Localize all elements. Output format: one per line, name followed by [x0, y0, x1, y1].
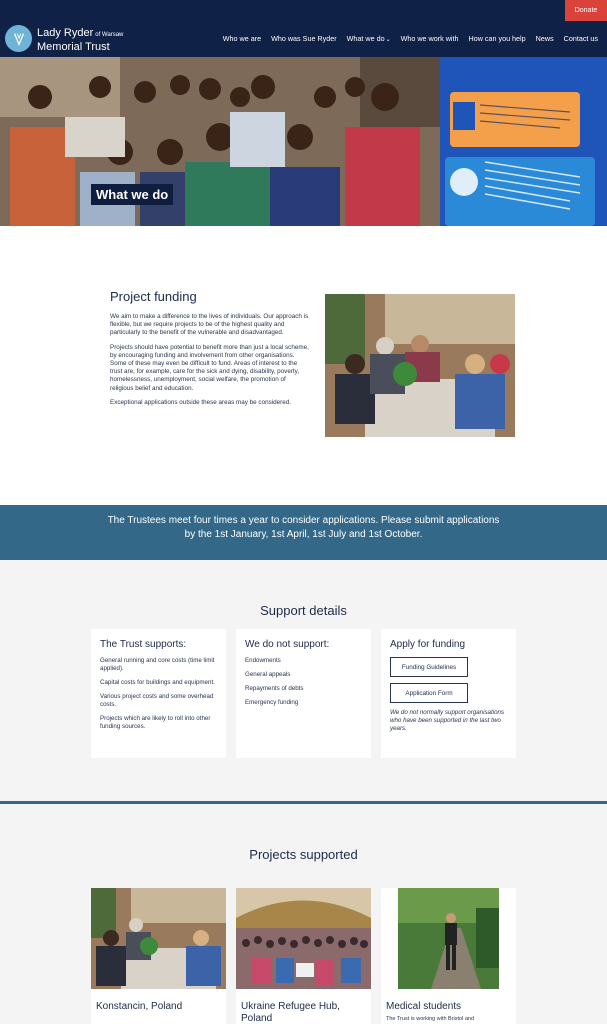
project-funding-text: [110, 313, 310, 413]
chevron-down-icon: ⌄: [385, 37, 391, 43]
list-item: General running and core costs (time limit applied).: [100, 657, 215, 672]
nav-who-was-sue-ryder[interactable]: Who was Sue Ryder: [271, 34, 337, 43]
project-funding-paragraph: Exceptional applications outside these areas may be considered.: [110, 398, 291, 406]
project-image: [236, 888, 371, 989]
project-title: Konstancin, Poland: [96, 1001, 183, 1012]
funding-guidelines-button[interactable]: Funding Guidelines: [390, 657, 468, 677]
donate-button[interactable]: Donate: [565, 0, 607, 21]
site-header: [0, 0, 607, 57]
list-item: General appeals: [245, 671, 291, 678]
nav-who-we-are[interactable]: Who we are: [222, 34, 262, 43]
project-title: Medical students: [386, 1001, 462, 1012]
nav-what-we-do[interactable]: [342, 34, 396, 43]
project-card[interactable]: [236, 888, 371, 1024]
apply-note: We do not normally support organisations who have been supported in the last two years.: [390, 709, 505, 733]
project-funding-photo: [325, 294, 515, 437]
project-text: The Trust is working with Bristol and: [386, 1016, 475, 1022]
applications-banner: [0, 505, 607, 560]
project-funding-title: Project funding: [110, 289, 197, 304]
project-funding-paragraph: We aim to make a difference to the lives of individuals. Our approach is flexible, but we require projects to be of the highest quality and particularly to the benefit of the vulnerable and disadvantaged.: [110, 313, 309, 337]
card-heading: The Trust supports:: [100, 639, 187, 650]
application-form-button[interactable]: Application Form: [390, 683, 468, 703]
list-item: Emergency funding: [245, 699, 299, 706]
logo-emblem-icon: [10, 30, 28, 48]
card-not-support: [236, 629, 371, 758]
brand-small: of Warsaw: [95, 32, 124, 38]
project-title: Ukraine Refugee Hub, Poland: [241, 1001, 340, 1024]
list-item: Endowments: [245, 657, 281, 664]
list-item: Projects which are likely to roll into other funding sources.: [100, 715, 211, 730]
card-apply-funding: [381, 629, 516, 758]
photo-illustration: [236, 888, 371, 989]
photo-illustration: [325, 294, 515, 437]
card-trust-supports: [91, 629, 226, 758]
nav-news[interactable]: News: [535, 34, 554, 43]
main-nav: [218, 34, 603, 43]
project-card[interactable]: [91, 888, 226, 1024]
card-heading: We do not support:: [245, 639, 330, 650]
photo-illustration: [381, 888, 516, 989]
projects-title: Projects supported: [249, 847, 358, 862]
nav-who-we-work-with[interactable]: Who we work with: [400, 34, 459, 43]
support-title: Support details: [260, 603, 347, 618]
banner-line1: The Trustees meet four times a year to consider applications. Please submit applications: [107, 515, 500, 526]
project-image: [381, 888, 516, 989]
hero-image: [0, 57, 607, 226]
project-image: [91, 888, 226, 989]
project-card[interactable]: [381, 888, 516, 1024]
project-funding-paragraph: Projects should have potential to benefit more than just a local scheme, by encouraging funding and involvement from other organisations. Some of these may even be difficult to fund. Areas of interest to the trust are, for example, care for the sick and dying, disability, poverty, homelessness, unemployment, social welfare, the promotion of religious belief and education.: [110, 343, 309, 392]
logo-icon[interactable]: [5, 25, 32, 52]
list-item: Capital costs for buildings and equipment.: [100, 679, 215, 686]
brand-name[interactable]: [37, 27, 123, 53]
brand-line2: Memorial Trust: [37, 41, 110, 53]
photo-illustration: [91, 888, 226, 989]
brand-line1: Lady Ryder: [37, 27, 94, 39]
nav-what-we-do-label: What we do: [346, 34, 385, 43]
list-item: Repayments of debts: [245, 685, 304, 692]
nav-how-can-you-help[interactable]: How can you help: [468, 34, 526, 43]
banner-line2: by the 1st January, 1st April, 1st July and 1st October.: [184, 528, 423, 540]
list-item: Various project costs and some overhead costs.: [100, 693, 214, 708]
nav-contact-us[interactable]: Contact us: [563, 34, 598, 43]
page-title: What we do: [91, 184, 173, 205]
card-heading: Apply for funding: [390, 639, 466, 650]
